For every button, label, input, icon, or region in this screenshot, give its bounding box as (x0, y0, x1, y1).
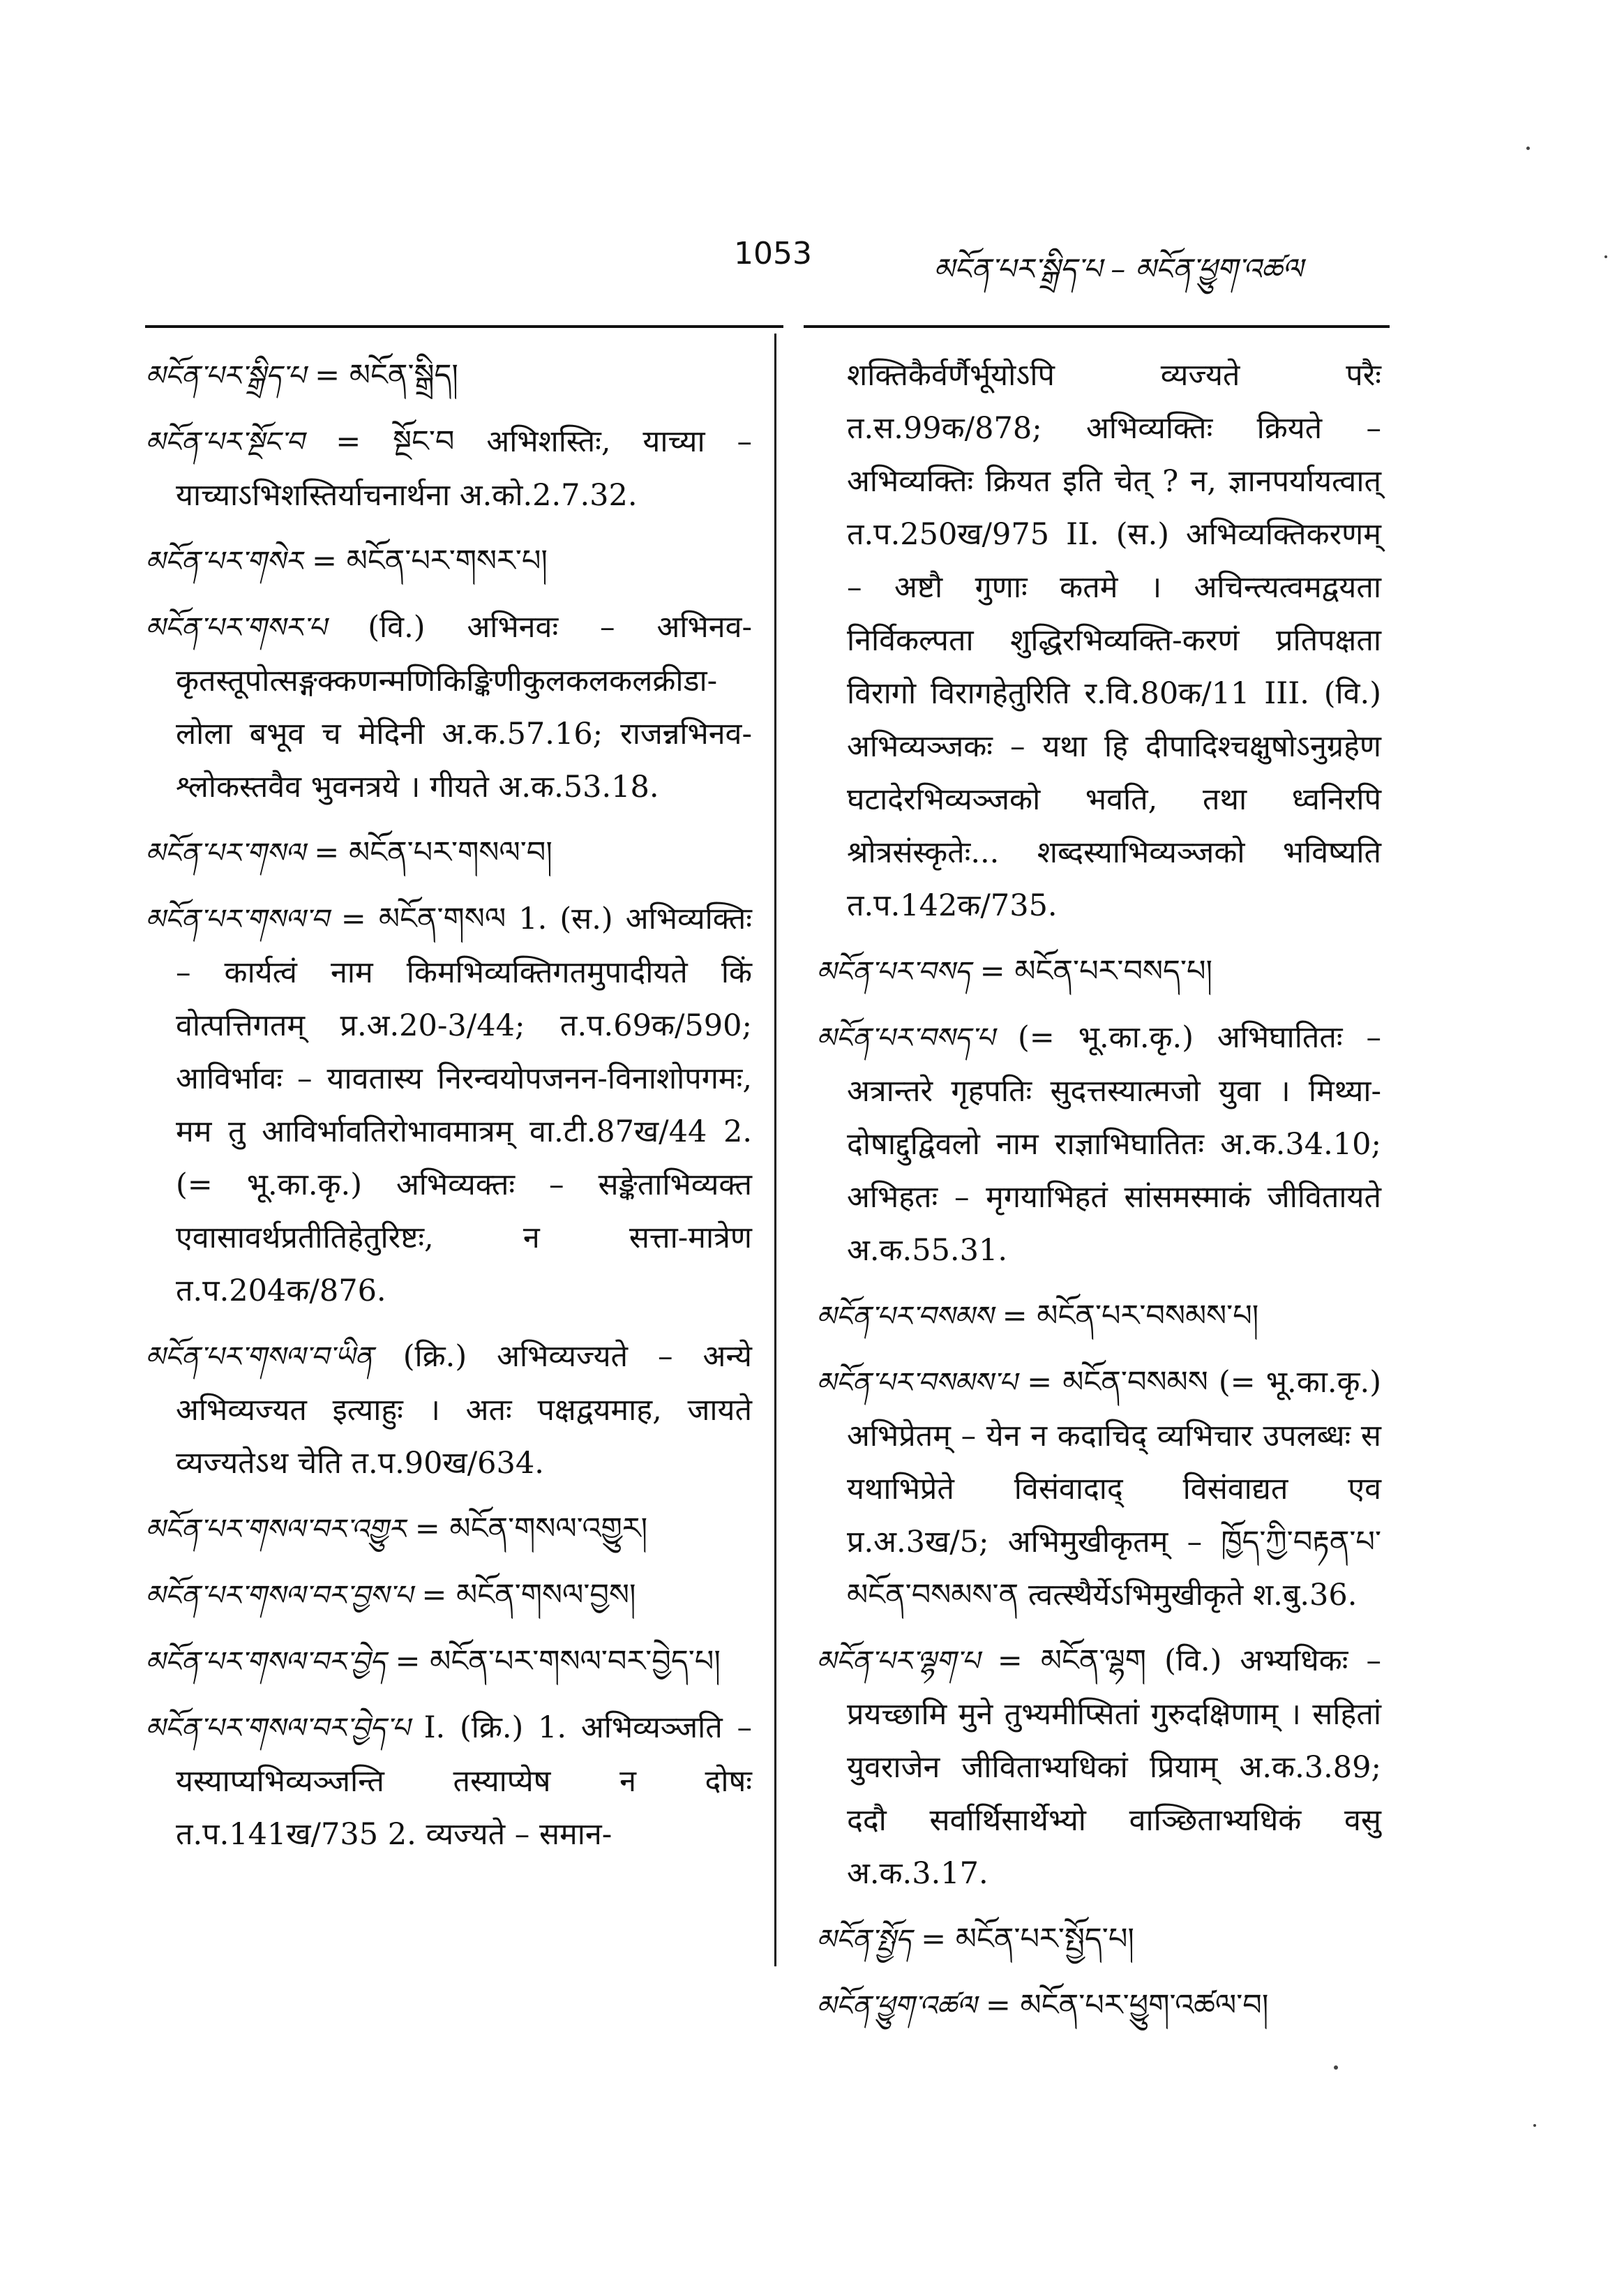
entry-headword: མངོན་ཕྱུག་འཚལ (816, 1990, 977, 2022)
running-head: མངོན་པར་སྒྲིད་པ – མངོན་ཕྱུག་འཚལ (933, 252, 1303, 286)
entry-headword: མངོན་པར་གསལ་བ (145, 904, 329, 936)
entry-definition: = སྔོང་བ अभिशस्तिः, याच्या – याच्याऽभिशस्तिर्याचनार्थना अ.को.2.7.32. (176, 424, 752, 513)
left-column (145, 349, 752, 1874)
entry-definition: = མངོན་པར་སྤྱོད་པ། (921, 1922, 1134, 1957)
entry-headword: མངོན་པར་གསལ་བར་བྱེད (145, 1646, 386, 1678)
entry-definition: = མངོན་གསལ་འགྱུར། (414, 1511, 648, 1546)
dictionary-entry (816, 1634, 1381, 1900)
entry-headword: མངོན་པར་གསལ་བར་འགྱུར (145, 1513, 406, 1546)
entry-definition: शक्तिकैर्वर्णैर्भूयोऽपि व्यज्यते परैः त.स.99क/878; अभिव्यक्तिः क्रियते – अभिव्यक्तिः क्रियत इति चेत् ? न, ज्ञानपर्यायत्वात् त.प.250ख/975 II. (स.) अभिव्यक्तिकरणम् – अष्टौ गुणाः कतमे । अचिन्त्यत्वमद्वयता निर्विकल्पता शुद्धिरभिव्यक्ति-करणं प्रतिपक्षता विरागो विरागहेतुरिति र.वि.80क/11 III. (वि.) अभिव्यञ्जकः – यथा हि दीपादिश्चक्षुषोऽनुग्रहेण घटादेरभिव्यञ्जको भवति, तथा ध्वनिरपि श्रोत्रसंस्कृतेः... शब्दस्याभिव्यञ्जको भविष्यति त.प.142क/735. (847, 358, 1381, 923)
header-rule-left (145, 325, 783, 328)
entry-definition: = མངོན་གསལ་བྱས། (421, 1578, 636, 1613)
entry-definition: = མངོན་གསལ 1. (स.) अभिव्यक्तिः – कार्यत्वं नाम किमभिव्यक्तिगतमुपादीयते किं वोत्पत्तिगतम् प्र.अ.20-3/44; त.प.69क/590; आविर्भावः – यावतास्य निरन्वयोपजनन-विनाशोपगमः, मम तु आविर्भावतिरोभावमात्रम् वा.टी.87ख/44 2. (= भू.का.कृ.) अभिव्यक्तः – सङ्केताभिव्यक्त एवासावर्थप्रतीतिहेतुरिष्टः, न सत्ता-मात्रेण त.प.204क/876. (176, 902, 752, 1308)
header-rule-right (804, 325, 1390, 328)
column-divider (774, 334, 776, 1966)
entry-definition: = མངོན་པར་གསལ་བ། (314, 835, 552, 870)
entry-headword: མངོན་པར་གསལ་བ་ཡིན (145, 1341, 373, 1373)
page-number: 1053 (734, 236, 812, 271)
entry-headword: མངོན་སྤྱོད (816, 1924, 912, 1956)
entry-headword: མངོན་པར་གསལ་བར་བྱེད་པ (145, 1712, 409, 1744)
entry-headword: མངོན་པར་གསལ (145, 837, 305, 869)
dictionary-entry (816, 1011, 1381, 1277)
dictionary-entry (816, 1356, 1381, 1622)
dictionary-entry (816, 945, 1381, 999)
entry-headword: མངོན་པར་སྔོང་བ (145, 426, 304, 458)
entry-definition: (वि.) अभिनवः – अभिनव-कृतस्तूपोत्सङ्गक्कणन्मणिकिङ्किणीकुलकलकलक्रीडा-लोला बभूव च मेदिनी अ.क.57.16; राजन्नभिनव-श्लोकस्तवैव भुवनत्रये । गीयते अ.क.53.18. (176, 610, 753, 805)
dictionary-entry (145, 1502, 752, 1556)
dictionary-entry (816, 1979, 1381, 2033)
dictionary-entry (145, 1701, 752, 1861)
entry-headword: མངོན་པར་གསེར (145, 546, 303, 578)
dictionary-entry (145, 415, 752, 522)
entry-headword: མངོན་པར་བསད་པ (816, 1022, 995, 1054)
entry-definition: = མངོན་པར་བསད་པ། (979, 954, 1213, 989)
dictionary-entry (816, 349, 1381, 932)
entry-definition: = མངོན་ལྷག (वि.) अभ्यधिकः – प्रयच्छामि मुने तुभ्यमीप्सितां गुरुदक्षिणाम् । सहितां युवराजेन जीविताभ्यधिकां प्रियाम् अ.क.3.89; ददौ सर्वार्थिसार्थेभ्यो वाञ्छिताभ्यधिकं वसु अ.क.3.17. (847, 1643, 1381, 1891)
entry-definition: = མངོན་པར་ཕྱུག་འཚལ་བ། (985, 1988, 1269, 2023)
entry-headword: མངོན་པར་བསད (816, 956, 970, 988)
entry-headword: མངོན་པར་བསམས (816, 1301, 993, 1333)
entry-headword: མངོན་པར་ལྷག་པ (816, 1645, 979, 1677)
entry-definition: (क्रि.) अभिव्यज्यते – अन्ये अभिव्यज्यत इत्याहुः । अतः पक्षद्वयमाह, जायते व्यज्यतेऽथ चेति त.प.90ख/634. (176, 1339, 752, 1481)
dictionary-entry (145, 601, 752, 814)
right-column (816, 349, 1381, 2045)
dictionary-entry (145, 892, 752, 1317)
entry-definition: = མངོན་སྒྲིད། (315, 358, 458, 393)
entry-definition: = མངོན་བསམས (= भू.का.कृ.) अभिप्रेतम् – येन न कदाचिद् व्यभिचार उपलब्धः स यथाभिप्रेते विसंवादाद् विसंवाद्यत एव प्र.अ.3ख/5; अभिमुखीकृतम् – ཁྱོད་ཀྱི་བརྟན་པ་མངོན་བསམས་ན त्वत्स्थैर्येऽभिमुखीकृते श.बु.36. (847, 1365, 1381, 1613)
dictionary-entry (145, 826, 752, 880)
entry-headword: མངོན་པར་སྒྲིད་པ (145, 360, 306, 392)
dictionary-entry (816, 1913, 1381, 1966)
entry-definition: = མངོན་པར་གསར་པ། (311, 544, 548, 578)
dictionary-entry (145, 1569, 752, 1622)
dictionary-entry (816, 1289, 1381, 1343)
dictionary-entry (145, 349, 752, 403)
dictionary-entry (145, 1330, 752, 1490)
dictionary-entry (145, 534, 752, 588)
entry-definition: I. (क्रि.) 1. अभिव्यञ्जति – यस्याप्यभिव्यञ्जन्ति तस्याप्येष न दोषः त.प.141ख/735 2. व्यज्यते – समान- (176, 1710, 753, 1852)
entry-definition: (= भू.का.कृ.) अभिघातितः – अत्रान्तरे गृहपतिः सुदत्तस्यात्मजो युवा । मिथ्या-दोषाद्दुद्विवलो नाम राज्ञाभिघातितः अ.क.34.10; अभिहतः – मृगयाभिहतं सांसमस्माकं जीवितायते अ.क.55.31. (847, 1020, 1381, 1268)
dictionary-entry (145, 1635, 752, 1689)
entry-headword: མངོན་པར་གསལ་བར་བྱས་པ (145, 1580, 412, 1612)
entry-headword: མངོན་པར་གསར་པ (145, 612, 326, 644)
entry-headword: མངོན་པར་བསམས་པ (816, 1367, 1016, 1399)
entry-definition: = མངོན་པར་བསམས་པ། (1002, 1299, 1259, 1333)
entry-definition: = མངོན་པར་གསལ་བར་བྱེད་པ། (395, 1644, 721, 1679)
